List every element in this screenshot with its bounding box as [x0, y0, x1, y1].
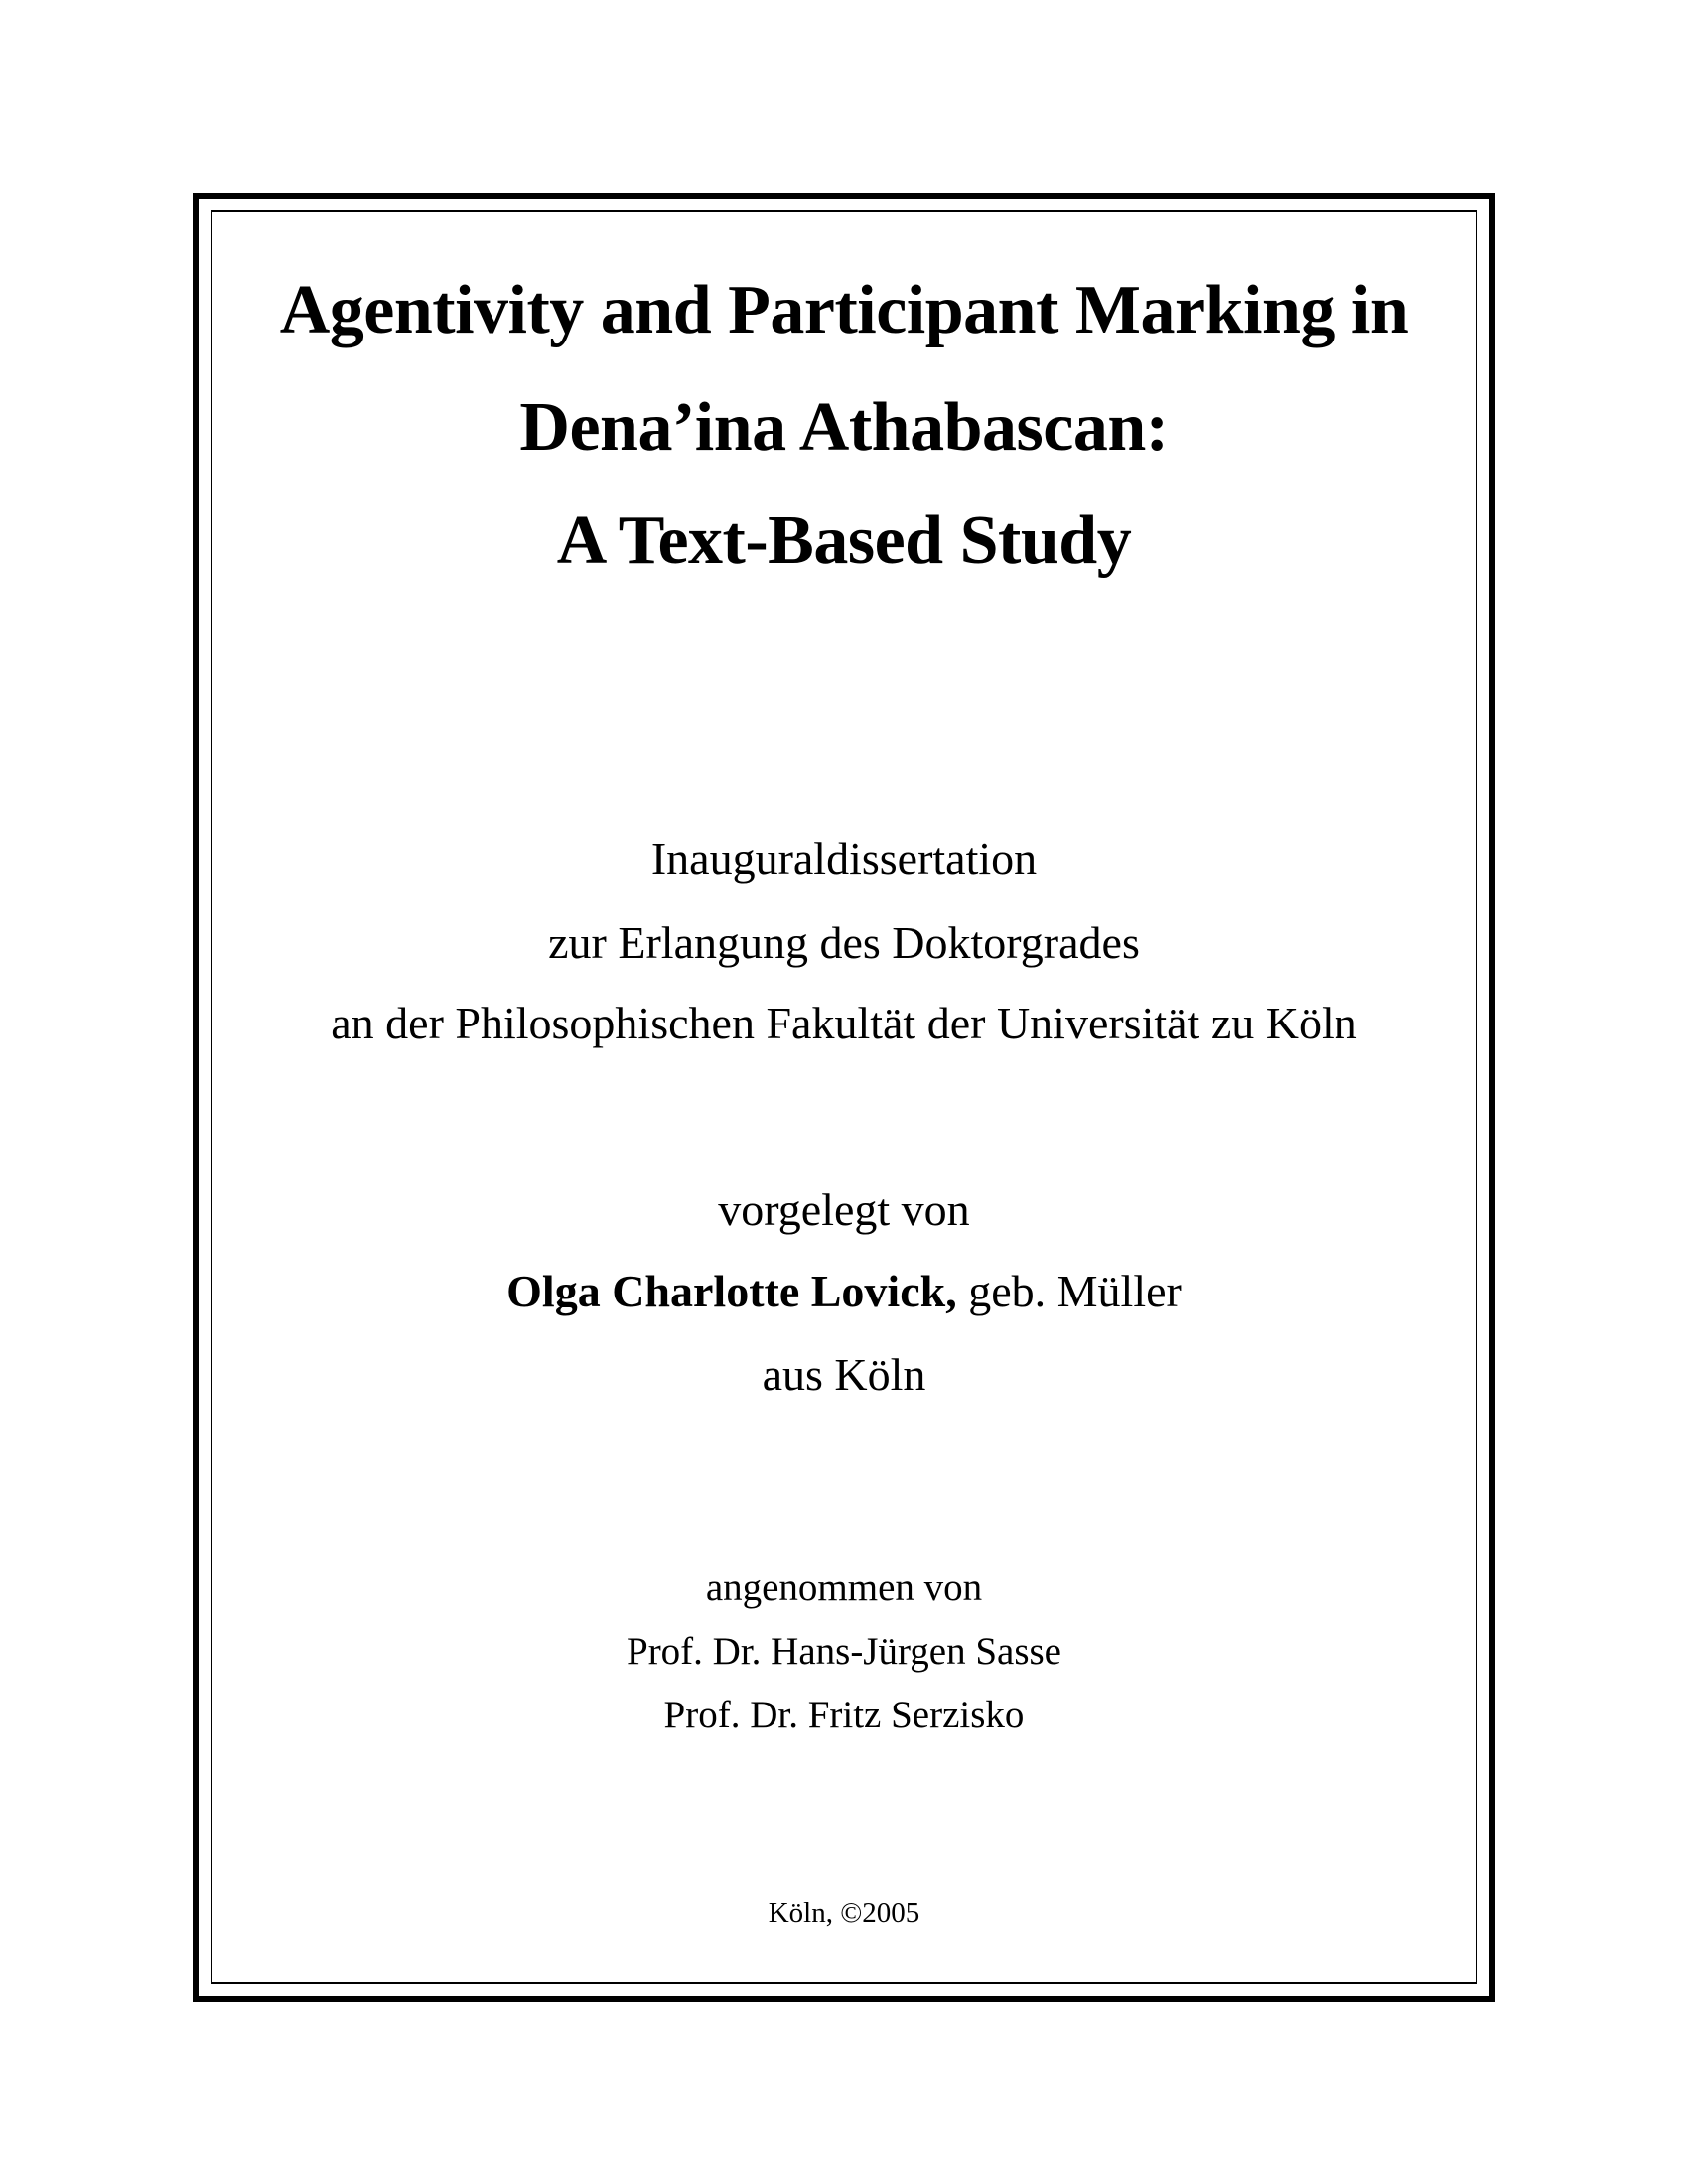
title-line-1: Agentivity and Participant Marking in [279, 272, 1409, 348]
submitted-by: vorgelegt von [718, 1184, 970, 1235]
dissertation-line-3: an der Philosophischen Fakultät der Universität zu Köln [331, 998, 1357, 1048]
author-name: Olga Charlotte Lovick, [506, 1266, 957, 1316]
dissertation-line-2: zur Erlangung des Doktorgrades [548, 917, 1140, 968]
dissertation-line-1: Inauguraldissertation [650, 833, 1038, 884]
title-line-2: Dena’ina Athabascan: [519, 389, 1169, 466]
accepted-by: angenommen von [705, 1567, 983, 1609]
author-origin: aus Köln [762, 1349, 926, 1400]
advisor-1: Prof. Dr. Hans-Jürgen Sasse [627, 1630, 1061, 1673]
author-birthname: geb. Müller [956, 1266, 1182, 1316]
place-date: Köln, ©2005 [768, 1897, 920, 1929]
advisor-2: Prof. Dr. Fritz Serzisko [663, 1694, 1025, 1736]
author-line [0, 1266, 1688, 1316]
title-line-3: A Text-Based Study [556, 502, 1132, 579]
